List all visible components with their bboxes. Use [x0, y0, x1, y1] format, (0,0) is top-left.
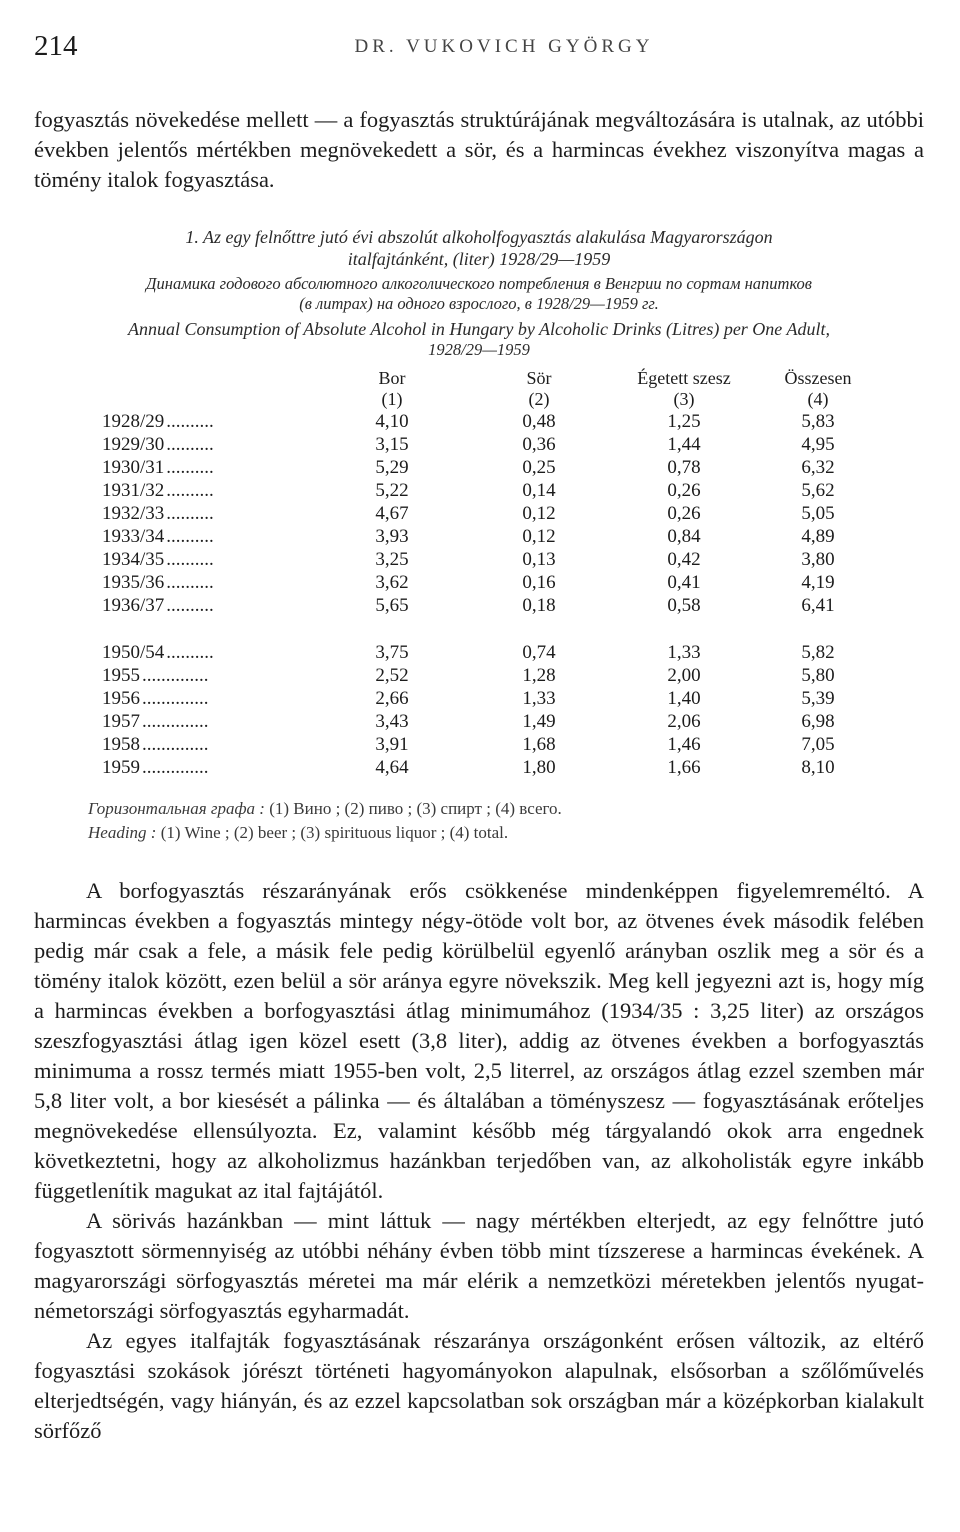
cell-szesz: 1,33	[667, 642, 701, 663]
cell-bor: 3,15	[375, 434, 409, 455]
row-year: 1933/34 ..........	[102, 526, 214, 547]
caption-hungarian-2: italfajtánként, (liter) 1928/29—1959	[347, 249, 611, 269]
leader-dots: ..........	[166, 434, 214, 455]
caption-hungarian: 1. Az egy felnőttre jutó évi abszolút alkoholfogyasztás alakulása Magyarországon	[185, 227, 773, 247]
cell-osszesen: 6,98	[801, 711, 835, 732]
cell-sor: 0,12	[522, 503, 556, 524]
row-year: 1932/33 ..........	[102, 503, 214, 524]
paragraph-1: A borfogyasztás részarányának erős csökkenése mindenképpen figyelemreméltó. A harmincas években a fogyasztás mintegy négy-ötöde volt bor, az ötvenes évek második felében pedig már csak a fele, a másik fele pedig körülbelül egyenlő arányban oszlik meg a sör és a tömény italok között, ezen belül a sör aránya egyre növekszik. Meg kell jegyezni azt is, hogy míg a harmincas években a borfogyasztási átlag minimumához (1934/35 : 3,25 liter) az országos szeszfogyasztási átlag igen közel esett (3,8 liter), addig az ötvenes években a borfogyasztás minimuma a rossz termés miatt 1955-ben volt, 2,5 literrel, az országos átlag ezzel szemben már 5,8 liter volt, a bor kiesését a pálinka — és általában a töményszesz — fogyasztásának erőteljes megnövekedése ellensúlyozta. Ez, valamint később még tárgyalandó okok arra engednek következtetni, hogy az alkoholizmus hazánkban terjedőben van, az alkoholisták egyre inkább függetlenítik magukat az ital fajtájától.	[34, 878, 924, 1203]
cell-osszesen: 6,41	[801, 595, 835, 616]
cell-sor: 0,74	[522, 642, 556, 663]
leader-dots: ..........	[166, 595, 214, 616]
cell-szesz: 0,26	[667, 480, 701, 501]
leader-dots: ..............	[142, 711, 209, 732]
row-year: 1959 ..............	[102, 757, 209, 778]
cell-bor: 3,91	[375, 734, 409, 755]
cell-osszesen: 5,05	[801, 503, 835, 524]
cell-sor: 0,13	[522, 549, 556, 570]
column-header-szesz: Égetett szesz (3)	[637, 368, 731, 409]
table-row	[34, 594, 924, 617]
cell-szesz: 2,00	[667, 665, 701, 686]
cell-bor: 4,67	[375, 503, 409, 524]
cell-osszesen: 5,82	[801, 642, 835, 663]
cell-sor: 0,36	[522, 434, 556, 455]
leader-dots: ..............	[142, 688, 209, 709]
cell-szesz: 0,58	[667, 595, 701, 616]
footnote-english	[34, 821, 924, 845]
cell-szesz: 1,66	[667, 757, 701, 778]
cell-sor: 1,80	[522, 757, 556, 778]
table-row	[34, 502, 924, 525]
row-year: 1928/29 ..........	[102, 411, 214, 432]
cell-szesz: 1,40	[667, 688, 701, 709]
table-row	[34, 733, 924, 756]
cell-osszesen: 4,19	[801, 572, 835, 593]
row-year: 1950/54 ..........	[102, 642, 214, 663]
leader-dots: ..........	[166, 526, 214, 547]
cell-osszesen: 7,05	[801, 734, 835, 755]
cell-sor: 1,49	[522, 711, 556, 732]
cell-bor: 2,52	[375, 665, 409, 686]
footnote-russian	[34, 797, 924, 821]
leader-dots: ..........	[166, 411, 214, 432]
consumption-table	[34, 368, 924, 845]
row-year: 1958 ..............	[102, 734, 209, 755]
table-row	[34, 410, 924, 433]
cell-sor: 1,28	[522, 665, 556, 686]
leader-dots: ..........	[166, 549, 214, 570]
leader-dots: ..............	[142, 734, 209, 755]
cell-bor: 4,64	[375, 757, 409, 778]
body-after-table	[34, 876, 924, 1446]
table-row	[34, 664, 924, 687]
cell-sor: 1,68	[522, 734, 556, 755]
row-year: 1931/32 ..........	[102, 480, 214, 501]
leader-dots: ..............	[142, 757, 209, 778]
cell-osszesen: 3,80	[801, 549, 835, 570]
row-year: 1956 ..............	[102, 688, 209, 709]
cell-bor: 3,62	[375, 572, 409, 593]
column-header-sor: Sör (2)	[526, 368, 552, 409]
cell-bor: 4,10	[375, 411, 409, 432]
table-caption	[34, 226, 924, 360]
cell-bor: 3,93	[375, 526, 409, 547]
leader-dots: ..........	[166, 642, 214, 663]
footnote-english-text: (1) Wine ; (2) beer ; (3) spirituous liquor ; (4) total.	[160, 823, 509, 842]
table-row	[34, 571, 924, 594]
footnote-russian-text: (1) Вино ; (2) пиво ; (3) спирт ; (4) всего.	[269, 799, 562, 818]
row-year: 1929/30 ..........	[102, 434, 214, 455]
table-row	[34, 525, 924, 548]
cell-sor: 0,12	[522, 526, 556, 547]
cell-osszesen: 5,83	[801, 411, 835, 432]
cell-bor: 5,22	[375, 480, 409, 501]
cell-szesz: 0,41	[667, 572, 701, 593]
caption-english: Annual Consumption of Absolute Alcohol in Hungary by Alcoholic Drinks (Litres) per One Adult,	[128, 319, 830, 339]
cell-sor: 0,18	[522, 595, 556, 616]
cell-bor: 5,65	[375, 595, 409, 616]
cell-osszesen: 4,95	[801, 434, 835, 455]
paragraph-3: Az egyes italfajták fogyasztásának részaránya országonként erősen változik, az eltérő fogyasztási szokások jórészt történeti hagyományokon alapulnak, elsősorban a szőlőművelés elterjedtségén, vagy hiányán, és az ezzel kapcsolatban sok országban már a középkorban kialakult sörfőző	[34, 1328, 924, 1443]
cell-sor: 0,48	[522, 411, 556, 432]
cell-osszesen: 5,62	[801, 480, 835, 501]
cell-osszesen: 8,10	[801, 757, 835, 778]
leader-dots: ..............	[142, 665, 209, 686]
cell-bor: 5,29	[375, 457, 409, 478]
row-year: 1957 ..............	[102, 711, 209, 732]
cell-szesz: 2,06	[667, 711, 701, 732]
cell-osszesen: 5,80	[801, 665, 835, 686]
table-body-postwar	[34, 641, 924, 779]
page-header	[34, 30, 924, 70]
cell-sor: 1,33	[522, 688, 556, 709]
caption-russian-2: (в литрах) на одного взрослого, в 1928/29—1959 гг.	[299, 294, 659, 313]
cell-osszesen: 5,39	[801, 688, 835, 709]
cell-bor: 3,75	[375, 642, 409, 663]
leader-dots: ..........	[166, 503, 214, 524]
cell-bor: 3,25	[375, 549, 409, 570]
cell-sor: 0,25	[522, 457, 556, 478]
leader-dots: ..........	[166, 572, 214, 593]
row-year: 1935/36 ..........	[102, 572, 214, 593]
cell-bor: 3,43	[375, 711, 409, 732]
table-header	[34, 368, 924, 410]
cell-bor: 2,66	[375, 688, 409, 709]
caption-russian: Динамика годового абсолютного алкоголического потребления в Венгрии по сортам напитков	[146, 274, 812, 293]
table-row	[34, 479, 924, 502]
cell-szesz: 0,78	[667, 457, 701, 478]
row-year: 1934/35 ..........	[102, 549, 214, 570]
row-year: 1955 ..............	[102, 665, 209, 686]
column-header-osszesen: Összesen (4)	[784, 368, 852, 409]
table-row	[34, 641, 924, 664]
table-row	[34, 710, 924, 733]
row-year: 1936/37 ..........	[102, 595, 214, 616]
row-year: 1930/31 ..........	[102, 457, 214, 478]
table-row	[34, 433, 924, 456]
page-number: 214	[34, 30, 78, 62]
cell-osszesen: 6,32	[801, 457, 835, 478]
cell-szesz: 1,46	[667, 734, 701, 755]
cell-szesz: 0,26	[667, 503, 701, 524]
paragraph-2: A sörivás hazánkban — mint láttuk — nagy mértékben elterjedt, az egy felnőttre jutó fogyasztott sörmennyiség az utóbbi néhány évben több mint tízszerese a harmincas évekének. A magyarországi sörfogyasztás méretei ma már elérik a nemzetközi méretekben jelentős nyugat-németországi sörfogyasztás egyharmadát.	[34, 1208, 924, 1323]
footnote-russian-label: Горизонтальная графа :	[88, 799, 265, 818]
column-header-bor: Bor (1)	[378, 368, 406, 409]
cell-szesz: 1,25	[667, 411, 701, 432]
leader-dots: ..........	[166, 457, 214, 478]
leader-dots: ..........	[166, 480, 214, 501]
cell-szesz: 0,42	[667, 549, 701, 570]
intro-paragraph: fogyasztás növekedése mellett — a fogyasztás struktúrájának megváltozására is utalnak, az utóbbi években jelentős mértékben megnövekedett a sör, és a harmincas évekhez viszonyítva magas a tömény italok fogyasztása.	[34, 107, 924, 192]
cell-sor: 0,14	[522, 480, 556, 501]
cell-sor: 0,16	[522, 572, 556, 593]
running-head: DR. VUKOVICH GYÖRGY	[354, 36, 654, 57]
table-row	[34, 756, 924, 779]
cell-szesz: 1,44	[667, 434, 701, 455]
table-row	[34, 548, 924, 571]
cell-szesz: 0,84	[667, 526, 701, 547]
cell-osszesen: 4,89	[801, 526, 835, 547]
table-row	[34, 687, 924, 710]
table-row	[34, 456, 924, 479]
caption-english-2: 1928/29—1959	[428, 340, 530, 359]
footnote-english-label: Heading :	[88, 823, 157, 842]
table-body-prewar	[34, 410, 924, 617]
